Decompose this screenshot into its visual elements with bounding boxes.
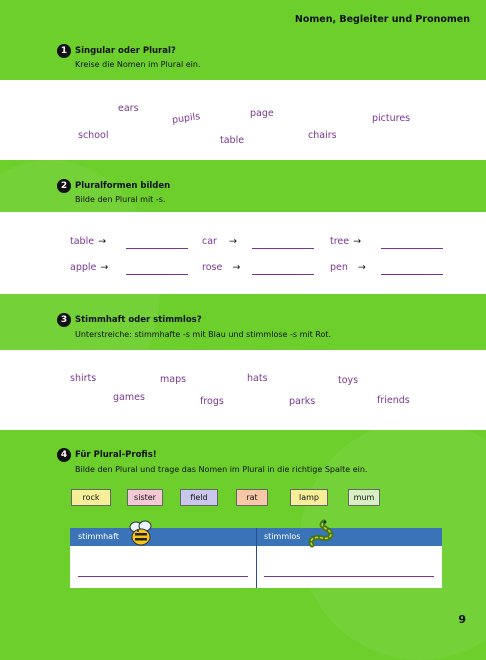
word-frogs: frogs	[200, 396, 224, 407]
word-page: page	[250, 108, 274, 119]
task-3-instruction: Unterstreiche: stimmhafte -s mit Blau und stimmlose -s mit Rot.	[75, 330, 332, 339]
word-rose: rose →	[202, 262, 241, 273]
task-3-title: Stimmhaft oder stimmlos?	[75, 315, 202, 325]
word-shirts: shirts	[70, 373, 97, 384]
task-number-1: 1	[57, 44, 71, 58]
page-header: Nomen, Begleiter und Pronomen	[294, 14, 470, 25]
answer-line[interactable]	[126, 274, 188, 275]
word-apple: apple →	[70, 262, 109, 273]
answer-line[interactable]	[381, 248, 443, 249]
word-school: school	[78, 130, 109, 141]
answer-line[interactable]	[252, 274, 314, 275]
word-chip-lamp: lamp	[290, 489, 328, 506]
word-chip-mum: mum	[348, 489, 380, 506]
torn-paper-strip-1	[0, 80, 486, 160]
page-number: 9	[458, 613, 466, 626]
task-number-4: 4	[57, 448, 71, 462]
word-friends: friends	[377, 395, 410, 406]
task-number-3: 3	[57, 313, 71, 327]
word-table: table	[220, 135, 245, 146]
task-4-title: Für Plural-Profis!	[75, 450, 157, 460]
word-pictures: pictures	[372, 113, 411, 124]
task-number-2: 2	[57, 179, 71, 193]
task-2-title: Pluralformen bilden	[75, 181, 171, 191]
answer-line[interactable]	[264, 576, 434, 577]
word-chairs: chairs	[308, 130, 337, 141]
word-tree: tree →	[330, 236, 362, 247]
answer-line[interactable]	[252, 248, 314, 249]
answer-line[interactable]	[381, 274, 443, 275]
task-1-title: Singular oder Plural?	[75, 46, 176, 56]
word-hats: hats	[247, 373, 268, 384]
word-parks: parks	[289, 396, 316, 407]
word-chip-sister: sister	[127, 489, 163, 506]
snake-icon	[306, 519, 340, 549]
answer-line[interactable]	[126, 248, 188, 249]
task-1-instruction: Kreise die Nomen im Plural ein.	[75, 60, 201, 69]
torn-paper-strip-2	[0, 212, 486, 294]
word-toys: toys	[338, 375, 359, 386]
column-divider	[256, 528, 257, 588]
torn-paper-strip-3	[0, 350, 486, 430]
column-header-stimmlos: stimmlos	[264, 532, 301, 541]
task-2-instruction: Bilde den Plural mit -s.	[75, 195, 166, 204]
word-pupils: pupils	[171, 111, 201, 126]
answer-line[interactable]	[78, 576, 248, 577]
word-games: games	[113, 392, 145, 403]
word-maps: maps	[160, 374, 187, 385]
task-4-instruction: Bilde den Plural und trage das Nomen im Plural in die richtige Spalte ein.	[75, 465, 368, 474]
word-chip-rat: rat	[236, 489, 268, 506]
word-car: car →	[202, 236, 237, 247]
word-table-2: table →	[70, 236, 107, 247]
word-chip-rock: rock	[71, 489, 111, 506]
column-header-stimmhaft: stimmhaft	[78, 532, 119, 541]
word-chip-field: field	[180, 489, 218, 506]
word-pen: pen →	[330, 262, 366, 273]
bee-icon	[126, 520, 156, 548]
word-ears: ears	[118, 103, 139, 114]
